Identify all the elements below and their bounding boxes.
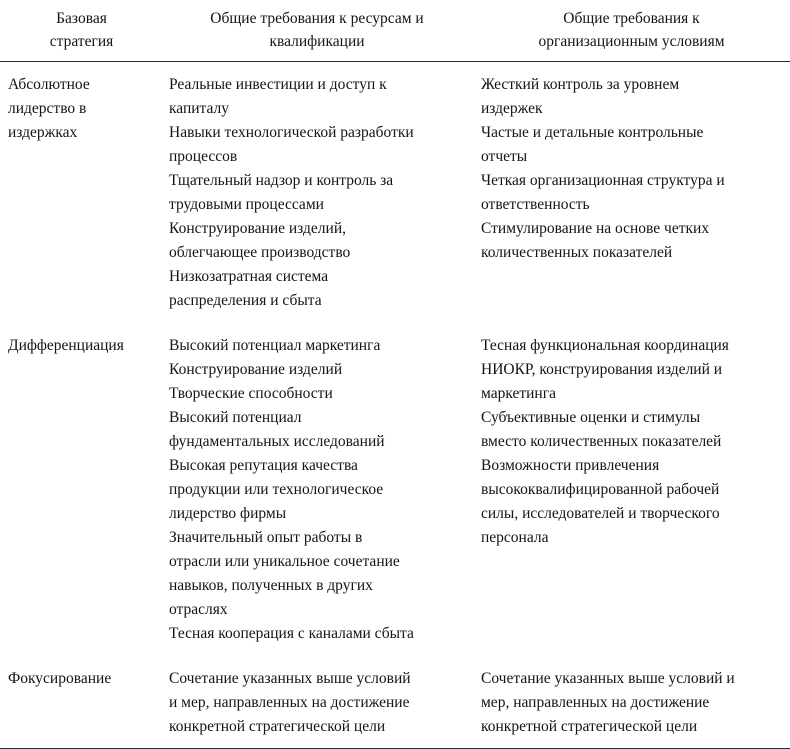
cell-resource-requirements [165, 62, 475, 324]
text-line: Высокий потенциал маркетинга [169, 334, 461, 358]
text-line: силы, исследователей и творческого [481, 502, 782, 526]
cell-organizational-requirements [475, 656, 790, 749]
organizational-requirements-list [481, 667, 782, 739]
text-line: издержках [8, 121, 159, 145]
text-line: Жесткий контроль за уровнем [481, 73, 782, 97]
cell-base-strategy [0, 62, 165, 324]
text-line: НИОКР, конструирования изделий и [481, 358, 782, 382]
text-line: Значительный опыт работы в [169, 526, 461, 550]
text-line: Сочетание указанных выше условий и [481, 667, 782, 691]
strategy-name-differentiation [8, 334, 159, 358]
column-header-base-strategy-line-1: Базовая [8, 7, 155, 30]
column-header-organizational-requirements [475, 0, 790, 62]
text-line: маркетинга [481, 382, 782, 406]
table-row [0, 323, 790, 656]
text-line: процессов [169, 145, 461, 169]
table-row [0, 656, 790, 749]
cell-resource-requirements [165, 656, 475, 749]
text-line: ответственность [481, 193, 782, 217]
text-line: Тесная кооперация с каналами сбыта [169, 622, 461, 646]
text-line: Конструирование изделий, [169, 217, 461, 241]
text-line: лидерство фирмы [169, 502, 461, 526]
table-header [0, 0, 790, 62]
text-line: Навыки технологической разработки [169, 121, 461, 145]
column-header-base-strategy [0, 0, 165, 62]
text-line: вместо количественных показателей [481, 430, 782, 454]
text-line: Фокусирование [8, 667, 159, 691]
column-header-resource-requirements-line-1: Общие требования к ресурсам и [169, 7, 465, 30]
column-header-base-strategy-line-2: стратегия [8, 30, 155, 53]
text-line: Реальные инвестиции и доступ к [169, 73, 461, 97]
text-line: отчеты [481, 145, 782, 169]
resource-requirements-list [169, 667, 461, 739]
column-header-resource-requirements [165, 0, 475, 62]
cell-organizational-requirements [475, 62, 790, 324]
text-line: Тщательный надзор и контроль за [169, 169, 461, 193]
text-line: издержек [481, 97, 782, 121]
text-line: трудовыми процессами [169, 193, 461, 217]
organizational-requirements-list [481, 334, 782, 550]
text-line: Абсолютное [8, 73, 159, 97]
cell-base-strategy [0, 656, 165, 749]
text-line: навыков, полученных в других [169, 574, 461, 598]
organizational-requirements-list [481, 73, 782, 265]
text-line: капиталу [169, 97, 461, 121]
text-line: конкретной стратегической цели [169, 715, 461, 739]
text-line: Сочетание указанных выше условий [169, 667, 461, 691]
text-line: Возможности привлечения [481, 454, 782, 478]
text-line: Конструирование изделий [169, 358, 461, 382]
text-line: Дифференциация [8, 334, 159, 358]
text-line: высококвалифицированной рабочей [481, 478, 782, 502]
cell-resource-requirements [165, 323, 475, 656]
strategy-name-absolute-cost-leadership [8, 73, 159, 145]
column-header-organizational-requirements-line-1: Общие требования к [481, 7, 782, 30]
text-line: распределения и сбыта [169, 289, 461, 313]
table-header-row [0, 0, 790, 62]
text-line: и мер, направленных на достижение [169, 691, 461, 715]
text-line: конкретной стратегической цели [481, 715, 782, 739]
table-body [0, 62, 790, 749]
strategy-name-focusing [8, 667, 159, 691]
column-header-resource-requirements-line-2: квалификации [169, 30, 465, 53]
text-line: лидерство в [8, 97, 159, 121]
text-line: Четкая организационная структура и [481, 169, 782, 193]
text-line: Частые и детальные контрольные [481, 121, 782, 145]
cell-organizational-requirements [475, 323, 790, 656]
text-line: отрасли или уникальное сочетание [169, 550, 461, 574]
text-line: Высокая репутация качества [169, 454, 461, 478]
text-line: Тесная функциональная координация [481, 334, 782, 358]
column-header-organizational-requirements-line-2: организационным условиям [481, 30, 782, 53]
text-line: фундаментальных исследований [169, 430, 461, 454]
text-line: Высокий потенциал [169, 406, 461, 430]
text-line: продукции или технологическое [169, 478, 461, 502]
table-row [0, 62, 790, 324]
resource-requirements-list [169, 334, 461, 646]
cell-base-strategy [0, 323, 165, 656]
text-line: Творческие способности [169, 382, 461, 406]
text-line: мер, направленных на достижение [481, 691, 782, 715]
text-line: персонала [481, 526, 782, 550]
text-line: облегчающее производство [169, 241, 461, 265]
text-line: количественных показателей [481, 241, 782, 265]
text-line: Стимулирование на основе четких [481, 217, 782, 241]
text-line: Субъективные оценки и стимулы [481, 406, 782, 430]
text-line: отраслях [169, 598, 461, 622]
resource-requirements-list [169, 73, 461, 313]
text-line: Низкозатратная система [169, 265, 461, 289]
